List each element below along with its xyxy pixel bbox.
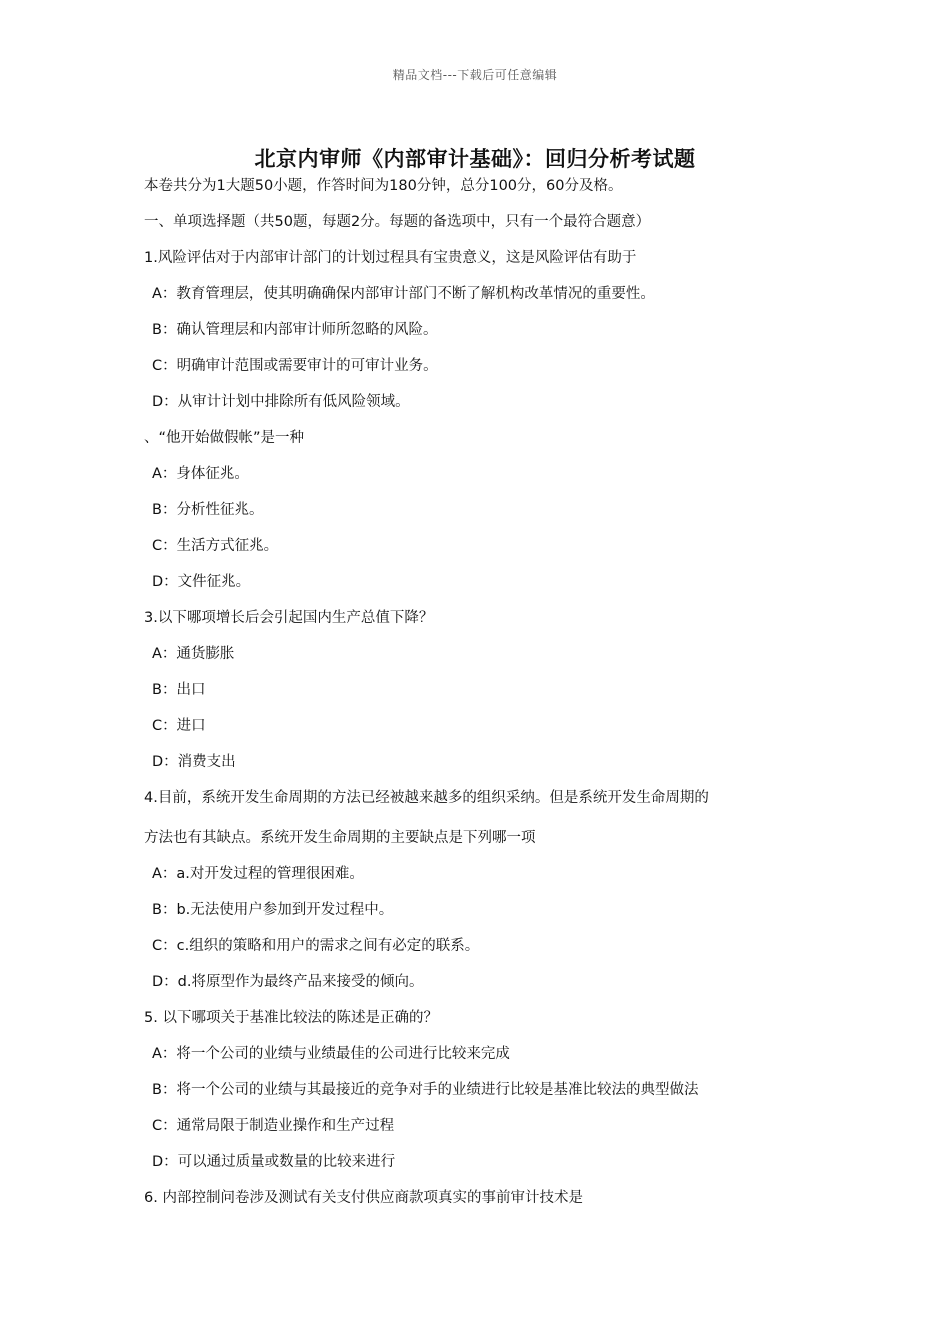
answer-option: C：通常局限于制造业操作和生产过程 [152, 1118, 395, 1134]
exam-intro: 本卷共分为1大题50小题，作答时间为180分钟，总分100分，60分及格。 [144, 178, 623, 194]
question-stem: 5. 以下哪项关于基准比较法的陈述是正确的？ [144, 1010, 438, 1026]
question-stem: 6. 内部控制问卷涉及测试有关支付供应商款项真实的事前审计技术是 [144, 1190, 583, 1206]
answer-option: D：可以通过质量或数量的比较来进行 [152, 1154, 396, 1170]
answer-option: A：通货膨胀 [152, 646, 235, 662]
answer-option: B：将一个公司的业绩与其最接近的竞争对手的业绩进行比较是基准比较法的典型做法 [152, 1082, 699, 1098]
question-stem: 4.目前，系统开发生命周期的方法已经被越来越多的组织采纳。但是系统开发生命周期的 [144, 790, 709, 806]
answer-option: B：b.无法使用户参加到开发过程中。 [152, 902, 394, 918]
answer-option: D：d.将原型作为最终产品来接受的倾向。 [152, 974, 424, 990]
answer-option: D：消费支出 [152, 754, 236, 770]
header-note: 精品文档---下载后可任意编辑 [392, 68, 558, 82]
question-stem: 3.以下哪项增长后会引起国内生产总值下降？ [144, 610, 434, 626]
answer-option: B：分析性征兆。 [152, 502, 264, 518]
answer-option: A：将一个公司的业绩与业绩最佳的公司进行比较来完成 [152, 1046, 510, 1062]
answer-option: D：文件征兆。 [152, 574, 251, 590]
answer-option: C：c.组织的策略和用户的需求之间有必定的联系。 [152, 938, 480, 954]
answer-option: D：从审计计划中排除所有低风险领域。 [152, 394, 410, 410]
answer-option: A：身体征兆。 [152, 466, 249, 482]
answer-option: C：进口 [152, 718, 206, 734]
section-heading: 一、单项选择题（共50题，每题2分。每题的备选项中，只有一个最符合题意） [144, 214, 651, 230]
answer-option: B：出口 [152, 682, 206, 698]
document-title: 北京内审师《内部审计基础》：回归分析考试题 [254, 147, 696, 171]
answer-option: A：a.对开发过程的管理很困难。 [152, 866, 364, 882]
answer-option: A：教育管理层，使其明确确保内部审计部门不断了解机构改革情况的重要性。 [152, 286, 655, 302]
question-stem: 1.风险评估对于内部审计部门的计划过程具有宝贵意义，这是风险评估有助于 [144, 250, 637, 266]
question-stem-continued: 方法也有其缺点。系统开发生命周期的主要缺点是下列哪一项 [144, 830, 536, 846]
answer-option: C：明确审计范围或需要审计的可审计业务。 [152, 358, 438, 374]
answer-option: C：生活方式征兆。 [152, 538, 279, 554]
question-stem: 、“他开始做假帐”是一种 [144, 430, 305, 446]
answer-option: B：确认管理层和内部审计师所忽略的风险。 [152, 322, 438, 338]
